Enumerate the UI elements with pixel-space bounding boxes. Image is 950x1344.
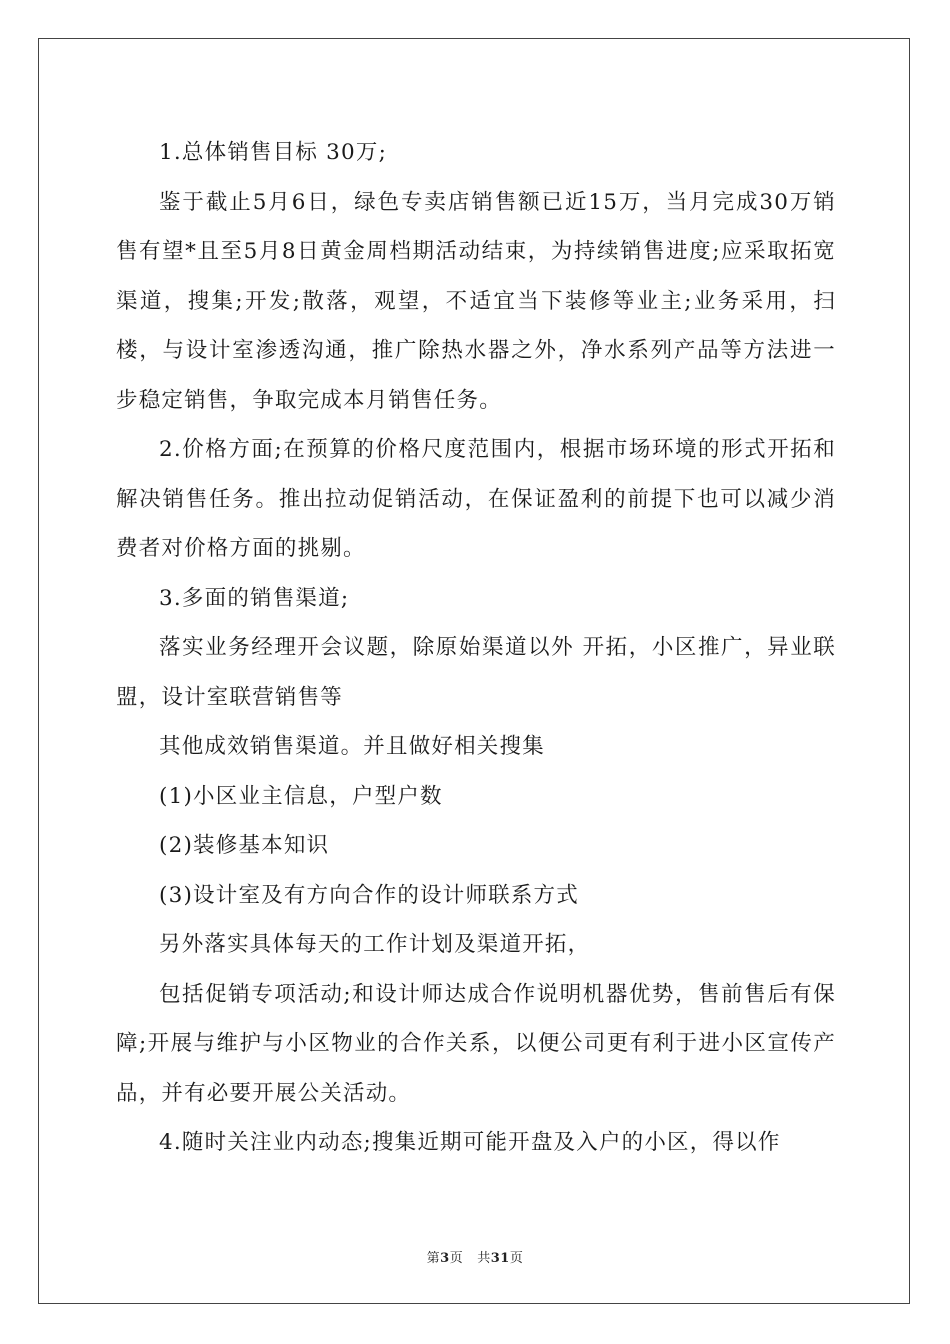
list-item-owner-info: (1)小区业主信息，户型户数 xyxy=(159,783,443,809)
paragraph-daily-plan: 另外落实具体每天的工作计划及渠道开拓， xyxy=(159,932,591,957)
list-item-designer-contacts: (3)设计室及有方向合作的设计师联系方式 xyxy=(159,882,579,908)
paragraph-other-channels: 其他成效销售渠道。并且做好相关搜集 xyxy=(159,734,545,759)
document-body xyxy=(116,128,836,1168)
list-item-renovation-knowledge: (2)装修基本知识 xyxy=(159,833,330,858)
paragraph-sales-target: 1.总体销售目标 30万; xyxy=(159,140,388,165)
paragraph-industry-trends: 4.随时关注业内动态;搜集近期可能开盘及入户的小区，得以作 xyxy=(159,1130,781,1155)
paragraph-channels-detail: 落实业务经理开会议题，除原始渠道以外 开拓，小区推广，异业联盟，设计室联营销售等 xyxy=(116,635,836,710)
page-prefix: 第 xyxy=(426,1251,441,1266)
total-pages: 31 xyxy=(490,1251,510,1266)
paragraph-channels-heading: 3.多面的销售渠道; xyxy=(159,585,350,611)
total-prefix: 共 xyxy=(477,1251,491,1266)
total-suffix: 页 xyxy=(509,1251,524,1266)
paragraph-sales-progress: 鉴于截止5月6日，绿色专卖店销售额已近15万，当月完成30万销售有望*且至5月8日黄金周档期活动结束，为持续销售进度;应采取拓宽渠道，搜集;开发;散落，观望，不适宜当下装修等业主;业务采用，扫楼，与设计室渗透沟通，推广除热水器之外，净水系列产品等方法进一步稳定销售，争取完成本月销售任务。 xyxy=(116,189,836,413)
page-number: 3 xyxy=(440,1251,450,1266)
page-suffix: 页 xyxy=(449,1251,464,1266)
paragraph-pricing: 2.价格方面;在预算的价格尺度范围内，根据市场环境的形式开拓和解决销售任务。推出拉动促销活动，在保证盈利的前提下也可以减少消费者对价格方面的挑剔。 xyxy=(116,437,836,561)
page-footer xyxy=(0,1247,950,1266)
paragraph-promotion: 包括促销专项活动;和设计师达成合作说明机器优势，售前售后有保障;开展与维护与小区物业的合作关系，以便公司更有利于进小区宣传产品，并有必要开展公关活动。 xyxy=(116,981,836,1106)
